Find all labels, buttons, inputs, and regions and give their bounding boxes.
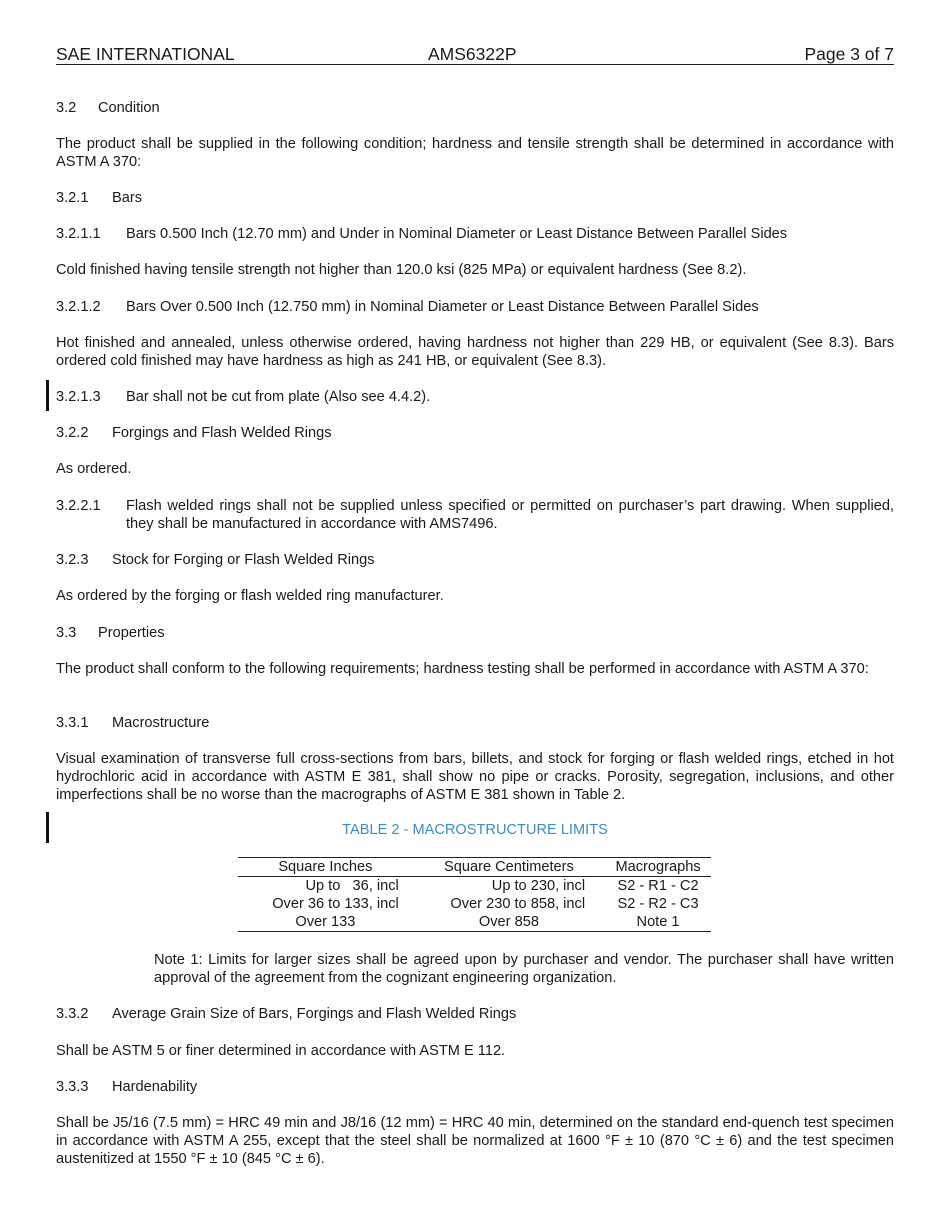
- table-row: [238, 877, 711, 896]
- section-3-3-2-text: Shall be ASTM 5 or finer determined in accordance with ASTM E 112.: [56, 1043, 506, 1059]
- section-3-3-1-heading: 3.3.1 Macrostructure: [56, 715, 210, 731]
- table-cell: Over 133: [238, 913, 413, 932]
- table-row: [238, 913, 711, 932]
- table-header-cell: Square Inches: [238, 858, 413, 877]
- section-3-3-text: The product shall conform to the following requirements; hardness testing shall be performed in accordance with ASTM A 370:: [56, 661, 869, 677]
- section-3-2-heading: 3.2 Condition: [56, 100, 160, 116]
- table-cell: Over 230 to 858, incl: [450, 896, 586, 912]
- table-cell: Up to 230, incl: [491, 878, 586, 894]
- section-3-2-2-text: As ordered.: [56, 461, 132, 477]
- header-page-number: Page 3 of 7: [804, 44, 894, 64]
- table-row: [238, 895, 711, 913]
- section-3-2-1-1-text: Cold finished having tensile strength not higher than 120.0 ksi (825 MPa) or equivalent hardness (See 8.2).: [56, 262, 747, 278]
- section-3-2-3-text: As ordered by the forging or flash welded ring manufacturer.: [56, 588, 444, 604]
- section-3-2-1-2-text: Hot finished and annealed, unless otherwise ordered, having hardness not higher than 229 HB, or equivalent (See 8.3). Bars ordered cold finished may have hardness as high as 241 HB, or equivalent (See 8.3).: [56, 335, 894, 369]
- section-3-3-3-heading: 3.3.3 Hardenability: [56, 1079, 198, 1095]
- section-3-2-1-heading: 3.2.1 Bars: [56, 190, 143, 206]
- change-bar: [46, 380, 49, 411]
- table-cell: S2 - R1 - C2: [617, 878, 699, 894]
- section-3-3-heading: 3.3 Properties: [56, 625, 165, 641]
- section-3-3-3-text: Shall be J5/16 (7.5 mm) = HRC 49 min and J8/16 (12 mm) = HRC 40 min, determined on the standard end-quench test specimen in accordance with ASTM A 255, except that the steel shall be normalized at 1600 °F ± 10 (870 °C ± 6) and the test specimen austenitized at 1550 °F ± 10 (845 °C ± 6).: [56, 1115, 894, 1167]
- table-header-cell: Square Centimeters: [413, 858, 605, 877]
- page-header: [56, 44, 894, 65]
- section-3-2-3-heading: 3.2.3 Stock for Forging or Flash Welded Rings: [56, 552, 375, 568]
- table-header-row: [238, 858, 711, 877]
- section-3-3-1-text: Visual examination of transverse full cross-sections from bars, billets, and stock for forging or flash welded rings, etched in hot hydrochloric acid in accordance with ASTM E 381, shall show no pipe or cracks. Porosity, segregation, inclusions, and other imperfections shall be no worse than the macrographs of ASTM E 381 shown in Table 2.: [56, 751, 894, 803]
- section-3-2-2-1: 3.2.2.1 Flash welded rings shall not be supplied unless specified or permitted on purchaser’s part drawing. When supplied, they shall be manufactured in accordance with AMS7496.: [56, 498, 894, 532]
- table-2-macrostructure-limits: [238, 857, 711, 932]
- header-org: SAE INTERNATIONAL: [56, 44, 235, 64]
- table-2-note: Note 1: Limits for larger sizes shall be agreed upon by purchaser and vendor. The purchaser shall have written approval of the agreement from the cognizant engineering organization.: [154, 952, 894, 986]
- header-doc-number: AMS6322P: [428, 44, 517, 64]
- section-3-2-1-1-heading: 3.2.1.1 Bars 0.500 Inch (12.70 mm) and Under in Nominal Diameter or Least Distance Between Parallel Sides: [56, 226, 788, 242]
- section-3-2-1-3-heading: 3.2.1.3 Bar shall not be cut from plate (Also see 4.4.2).: [56, 389, 431, 405]
- table-2-caption: TABLE 2 - MACROSTRUCTURE LIMITS: [342, 822, 608, 838]
- table-cell: Over 36 to 133, incl: [272, 896, 399, 912]
- table-cell: Over 858: [413, 913, 605, 932]
- table-cell: Note 1: [605, 913, 711, 932]
- section-3-2-2-heading: 3.2.2 Forgings and Flash Welded Rings: [56, 425, 332, 441]
- table-header-cell: Macrographs: [605, 858, 711, 877]
- section-3-2-1-2-heading: 3.2.1.2 Bars Over 0.500 Inch (12.750 mm) in Nominal Diameter or Least Distance Between Parallel Sides: [56, 299, 759, 315]
- table-cell: S2 - R2 - C3: [617, 896, 699, 912]
- section-3-2-text: The product shall be supplied in the following condition; hardness and tensile strength shall be determined in accordance with ASTM A 370:: [56, 136, 894, 170]
- table-cell: Up to 36, incl: [305, 878, 399, 894]
- section-3-3-2-heading: 3.3.2 Average Grain Size of Bars, Forgings and Flash Welded Rings: [56, 1006, 517, 1022]
